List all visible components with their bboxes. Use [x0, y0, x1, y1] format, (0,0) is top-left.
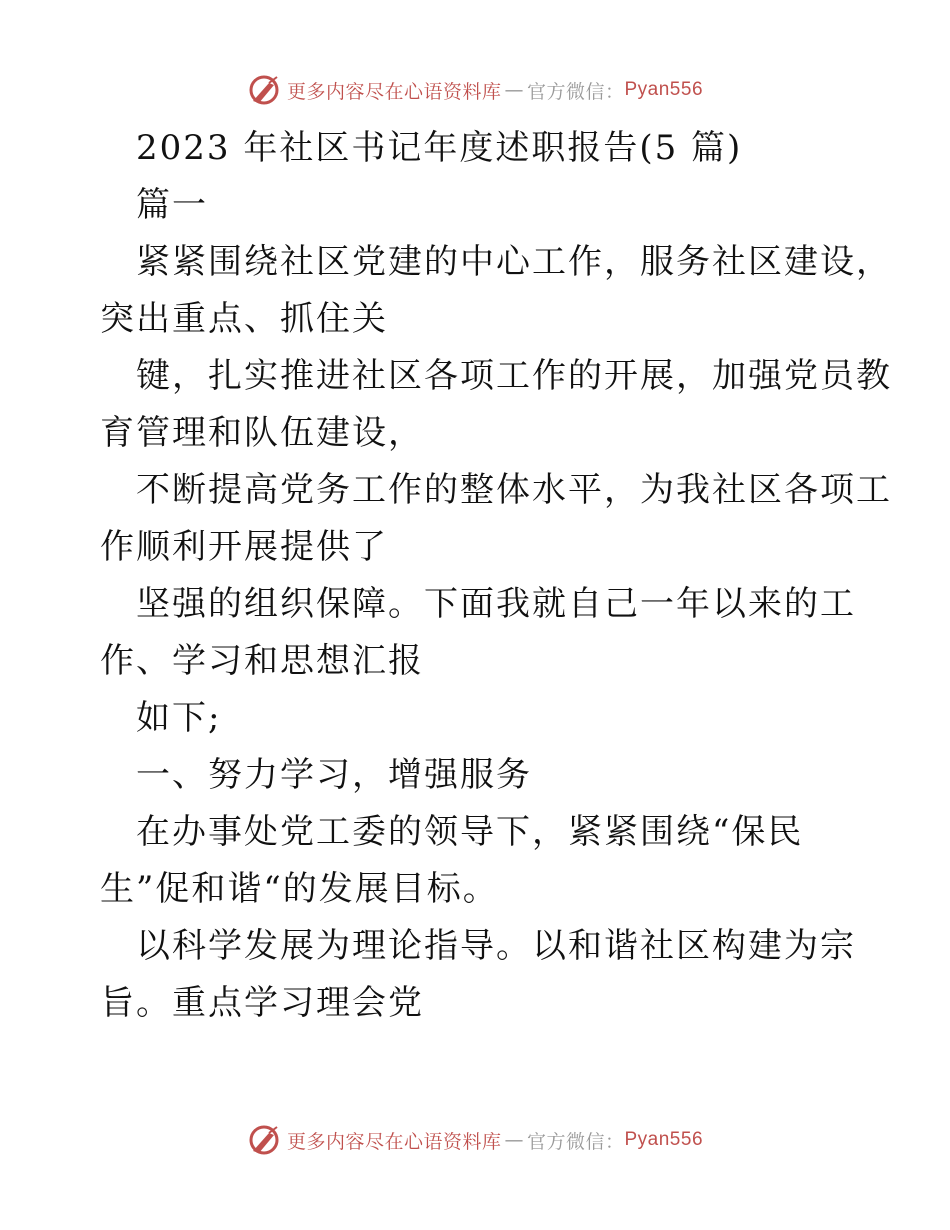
watermark-id: Pyan556 [624, 79, 704, 100]
text-line: 一、努力学习，增强服务 [136, 755, 532, 795]
paragraph-lines [100, 177, 892, 1032]
text-line: 在办事处党工委的领导下，紧紧围绕“保民 [136, 812, 804, 852]
text-line: 生”促和谐“的发展目标。 [100, 869, 499, 909]
text-line: 不断提高党务工作的整体水平，为我社区各项工 [136, 470, 892, 510]
text-line: 作、学习和思想汇报 [100, 641, 424, 681]
watermark-label: 官方微信： [526, 80, 625, 103]
watermark-label: 官方微信： [526, 1130, 625, 1153]
text-line: 以科学发展为理论指导。以和谐社区构建为宗 [136, 926, 856, 966]
pen-logo-icon [247, 1123, 281, 1157]
watermark-dash: — [504, 79, 524, 101]
text-line: 坚强的组织保障。下面我就自己一年以来的工 [136, 584, 856, 624]
text-line: 突出重点、抓住关 [100, 299, 388, 339]
text-line: 紧紧围绕社区党建的中心工作，服务社区建设， [136, 242, 892, 282]
text-line: 键，扎实推进社区各项工作的开展，加强党员教 [136, 356, 892, 396]
document-title: 2023 年社区书记年度述职报告(5 篇) [136, 128, 743, 168]
watermark-text: 更多内容尽在心语资料库 [286, 1130, 502, 1153]
pen-logo-icon [247, 73, 281, 107]
watermark-id: Pyan556 [624, 1129, 704, 1150]
document-body [100, 120, 892, 1032]
watermark-text: 更多内容尽在心语资料库 [286, 80, 502, 103]
text-line: 育管理和队伍建设， [100, 413, 424, 453]
header-watermark [0, 70, 950, 110]
text-line: 作顺利开展提供了 [100, 527, 388, 567]
watermark-dash: — [504, 1129, 524, 1151]
text-line: 如下; [136, 698, 222, 738]
text-line: 旨。重点学习理会党 [100, 983, 424, 1023]
footer-watermark [0, 1120, 950, 1160]
text-line: 篇一 [136, 185, 208, 225]
